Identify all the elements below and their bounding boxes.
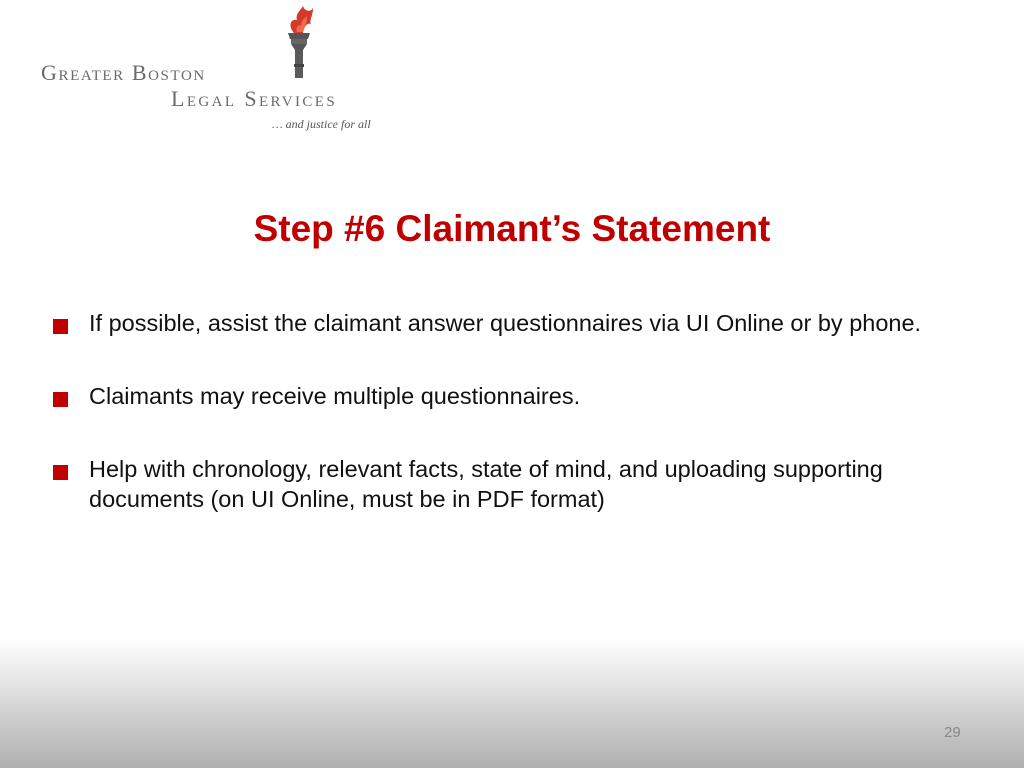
logo-name-line1: Greater Boston [41, 60, 206, 85]
gbls-logo [36, 2, 396, 142]
slide-title: Step #6 Claimant’s Statement [253, 208, 771, 249]
bullet-text: Claimants may receive multiple questionnaires. [89, 383, 581, 409]
bullet-item [53, 381, 973, 411]
square-bullet-icon [53, 465, 68, 480]
bullet-text: Help with chronology, relevant facts, state of mind, and uploading supporting documents (on UI Online, must be in PDF format) [89, 456, 883, 512]
bullet-list [53, 308, 973, 557]
torch-icon [281, 4, 317, 80]
logo-name-line2: Legal Services [171, 86, 338, 111]
bullet-item [53, 308, 973, 338]
page-number: 29 [944, 724, 961, 741]
bullet-item [53, 454, 973, 514]
square-bullet-icon [53, 319, 68, 334]
bullet-text: If possible, assist the claimant answer questionnaires via UI Online or by phone. [89, 310, 922, 336]
logo-tagline: … and justice for all [272, 117, 371, 131]
square-bullet-icon [53, 392, 68, 407]
